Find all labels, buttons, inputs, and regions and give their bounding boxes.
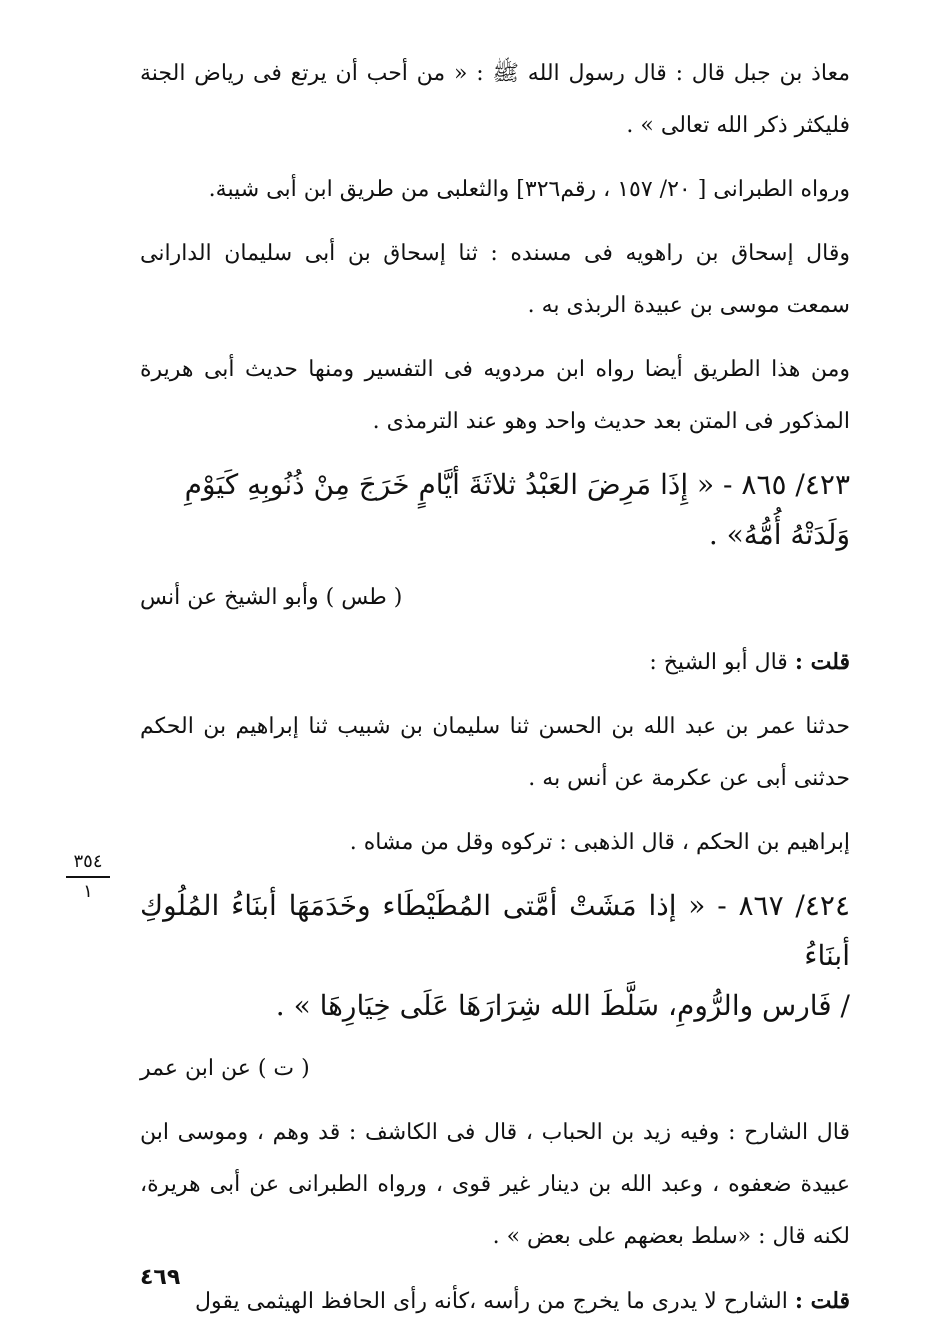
text-paragraph: معاذ بن جبل قال : قال رسول الله ﷺ : « من أحب أن يرتع فى رياض الجنة فليكثر ذكر الله تعالى » . <box>140 61 850 138</box>
text-paragraph: ومن هذا الطريق أيضا رواه ابن مردويه فى التفسير ومنها حديث أبى هريرة المذكور فى المتن بعد حديث واحد وهو عند الترمذى . <box>140 357 850 434</box>
hadith-entry-424 <box>140 881 850 1031</box>
text-paragraph: ورواه الطبرانى [ ٢٠/ ١٥٧ ، رقم٣٢٦] والثعلبى من طريق ابن أبى شيبة. <box>208 177 850 202</box>
page-number: ٤٦٩ <box>140 1265 181 1290</box>
text-paragraph: حدثنا عمر بن عبد الله بن الحسن ثنا سليمان بن شبيب ثنا إبراهيم بن الحكم حدثنى أبى عن عكرمة عن أنس به . <box>140 714 850 791</box>
text-paragraph: إبراهيم بن الحكم ، قال الذهبى : تركوه وقل من مشاه . <box>349 830 850 855</box>
margin-reference-volume: ٣٥٤ <box>66 850 110 878</box>
text-paragraph: قال الشارح : وفيه زيد بن الحباب ، قال فى الكاشف : قد وهم ، وموسى ابن عبيدة ضعفوه ، وعبد الله بن دينار غير قوى ، ورواه الطبرانى عن أبى هريرة، لكنه قال : «سلط بعضهم على بعض » . <box>140 1120 850 1249</box>
comment-text: الشارح لا يدرى ما يخرج من رأسه ،كأنه رأى الحافظ الهيثمى يقول <box>195 1289 788 1314</box>
text-paragraph: وقال إسحاق بن راهويه فى مسنده : ثنا إسحاق بن أبى سليمان الدارانى سمعت موسى بن عبيدة الربذى به . <box>140 241 850 318</box>
hadith-entry-423 <box>140 460 850 560</box>
qult-label: قلت : <box>794 1288 850 1314</box>
comment-paragraph <box>140 1275 850 1328</box>
page-body <box>140 48 850 1340</box>
margin-reference-part: ١ <box>83 881 93 902</box>
comment-text: قال أبو الشيخ : <box>649 650 788 675</box>
comment-paragraph <box>140 636 850 689</box>
hadith-text: ٤٢٣/ ٨٦٥ - « إِذَا مَرِضَ العَبْدُ ثلاثَةَ أيَّامٍ خَرَجَ مِنْ ذُنُوبِهِ كَيَوْمِ <box>184 468 850 501</box>
hadith-text: وَلَدَتْهُ أُمُّهُ» . <box>708 518 850 551</box>
margin-reference <box>66 850 110 904</box>
hadith-text: ٤٢٤/ ٨٦٧ - « إذا مَشَتْ أمَّتى المُطَيْطَاء وخَدَمَهَا أبنَاءُ المُلُوكِ أبنَاءُ <box>140 889 850 972</box>
hadith-source: ( ت ) عن ابن عمر <box>140 1056 310 1081</box>
hadith-source: ( طس ) وأبو الشيخ عن أنس <box>140 585 403 610</box>
hadith-text: / فَارس والرُّومِ، سَلَّطَ الله شِرَارَهَا عَلَى خِيَارِهَا » . <box>275 989 850 1022</box>
qult-label: قلت : <box>794 649 850 675</box>
